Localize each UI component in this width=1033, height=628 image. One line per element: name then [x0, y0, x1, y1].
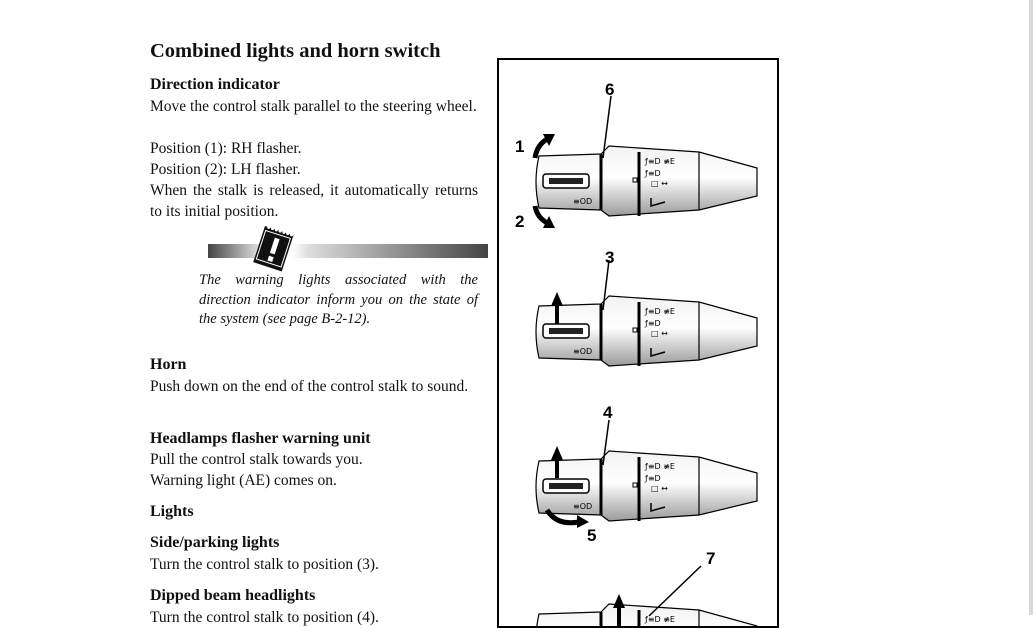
stalk-view-1	[535, 96, 757, 228]
flasher-line2: Warning light (AE) comes on.	[150, 472, 337, 489]
label-7: 7	[706, 549, 716, 568]
dipped-text: Turn the control stalk to position (4).	[150, 609, 379, 626]
page-edge	[1029, 0, 1033, 615]
horn-text: Push down on the end of the control stalk to sound.	[150, 378, 469, 395]
direction-release-text: When the stalk is released, it automatically returns to its initial position.	[150, 182, 478, 220]
flasher-line1: Pull the control stalk towards you.	[150, 451, 363, 468]
stalk-figure	[499, 60, 777, 626]
label-6: 6	[605, 80, 615, 99]
stalk-view-2	[536, 260, 757, 366]
dipped-heading: Dipped beam headlights	[150, 587, 316, 604]
direction-pos2: Position (2): LH flasher.	[150, 161, 301, 178]
label-3: 3	[605, 248, 615, 267]
flasher-heading: Headlamps flasher warning unit	[150, 430, 371, 447]
lights-heading: Lights	[150, 503, 194, 520]
label-5: 5	[587, 526, 597, 545]
label-1: 1	[515, 137, 525, 156]
side-text: Turn the control stalk to position (3).	[150, 556, 379, 573]
side-heading: Side/parking lights	[150, 534, 280, 551]
direction-heading: Direction indicator	[150, 76, 280, 93]
direction-text: Move the control stalk parallel to the steering wheel.	[150, 98, 477, 115]
note-text: The warning lights associated with the direction indicator inform you on the state of the system (see page B-2-12).	[199, 272, 478, 327]
direction-pos1: Position (1): RH flasher.	[150, 140, 302, 157]
label-2: 2	[515, 212, 525, 231]
horn-heading: Horn	[150, 356, 187, 373]
page-title: Combined lights and horn switch	[150, 40, 441, 62]
label-4: 4	[603, 403, 613, 422]
figure-frame	[497, 58, 779, 628]
notepad-warning-icon	[246, 222, 302, 278]
stalk-view-3	[536, 420, 757, 528]
stalk-view-4	[536, 566, 757, 626]
